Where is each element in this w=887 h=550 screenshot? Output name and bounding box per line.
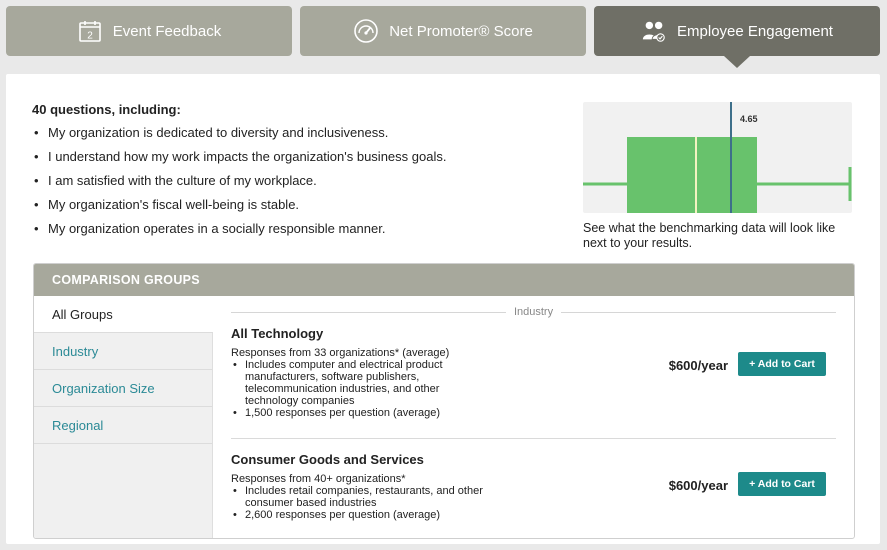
question-list [32, 125, 552, 237]
product-title: Consumer Goods and Services [231, 452, 424, 467]
product-price: $600/year [668, 478, 728, 493]
product-title: All Technology [231, 326, 324, 341]
people-icon [641, 18, 667, 44]
product-all-technology [231, 326, 836, 419]
tab-bar [6, 6, 880, 56]
sidebar-item-all-groups[interactable]: All Groups [34, 296, 213, 333]
tab-net-promoter-score[interactable] [300, 6, 586, 56]
benchmark-preview [583, 102, 852, 251]
section-label [231, 306, 836, 318]
add-to-cart-button[interactable]: + Add to Cart [738, 472, 826, 496]
question-item: • My organization operates in a socially responsible manner. [32, 221, 552, 237]
benchmark-chart [583, 102, 852, 213]
active-tab-pointer [724, 56, 750, 68]
tab-event-feedback[interactable] [6, 6, 292, 56]
benchmark-caption: See what the benchmarking data will look like next to your results. [583, 221, 836, 250]
product-consumer-goods [231, 452, 836, 521]
product-divider [231, 438, 836, 439]
product-bullet: • 2,600 responses per question (average) [231, 509, 491, 521]
product-bullet: • Includes retail companies, restaurants, and other consumer based industries [231, 485, 491, 509]
question-item: • My organization is dedicated to diversity and inclusiveness. [32, 125, 552, 141]
sidebar-item-regional[interactable]: Regional [34, 407, 212, 444]
comparison-groups [33, 263, 855, 539]
calendar-day: 2 [87, 30, 93, 42]
sidebar-item-organization-size[interactable]: Organization Size [34, 370, 212, 407]
comparison-groups-body [34, 296, 854, 538]
gauge-icon [353, 18, 379, 44]
question-item: • My organization's fiscal well-being is stable. [32, 197, 552, 213]
group-sidebar [34, 296, 213, 538]
tab-label: Event Feedback [112, 22, 222, 40]
product-bullet: • Includes computer and electrical product manufacturers, software publishers, telecommunication industries, and other technology companies [231, 359, 491, 407]
sidebar-item-industry[interactable]: Industry [34, 333, 212, 370]
calendar-icon [77, 18, 103, 44]
question-item: • I understand how my work impacts the organization's business goals. [32, 149, 552, 165]
comparison-groups-header: COMPARISON GROUPS [34, 264, 854, 296]
product-bullet: • 1,500 responses per question (average) [231, 407, 491, 419]
box-plot-box [627, 137, 757, 213]
add-to-cart-button[interactable]: + Add to Cart [738, 352, 826, 376]
tab-label: Employee Engagement [677, 22, 833, 40]
tab-employee-engagement[interactable] [594, 6, 880, 56]
product-price: $600/year [668, 358, 728, 373]
question-item: • I am satisfied with the culture of my workplace. [32, 173, 552, 189]
product-summary: Responses from 40+ organizations* [231, 473, 406, 485]
group-content [213, 296, 854, 538]
tab-label: Net Promoter® Score [389, 22, 533, 40]
intro-heading: 40 questions, including: [32, 102, 181, 117]
section-label-text: Industry [513, 306, 554, 318]
product-summary: Responses from 33 organizations* (average) [231, 347, 450, 359]
main-panel [6, 74, 880, 544]
intro-section [32, 102, 552, 245]
score-label: 4.65 [740, 114, 758, 124]
